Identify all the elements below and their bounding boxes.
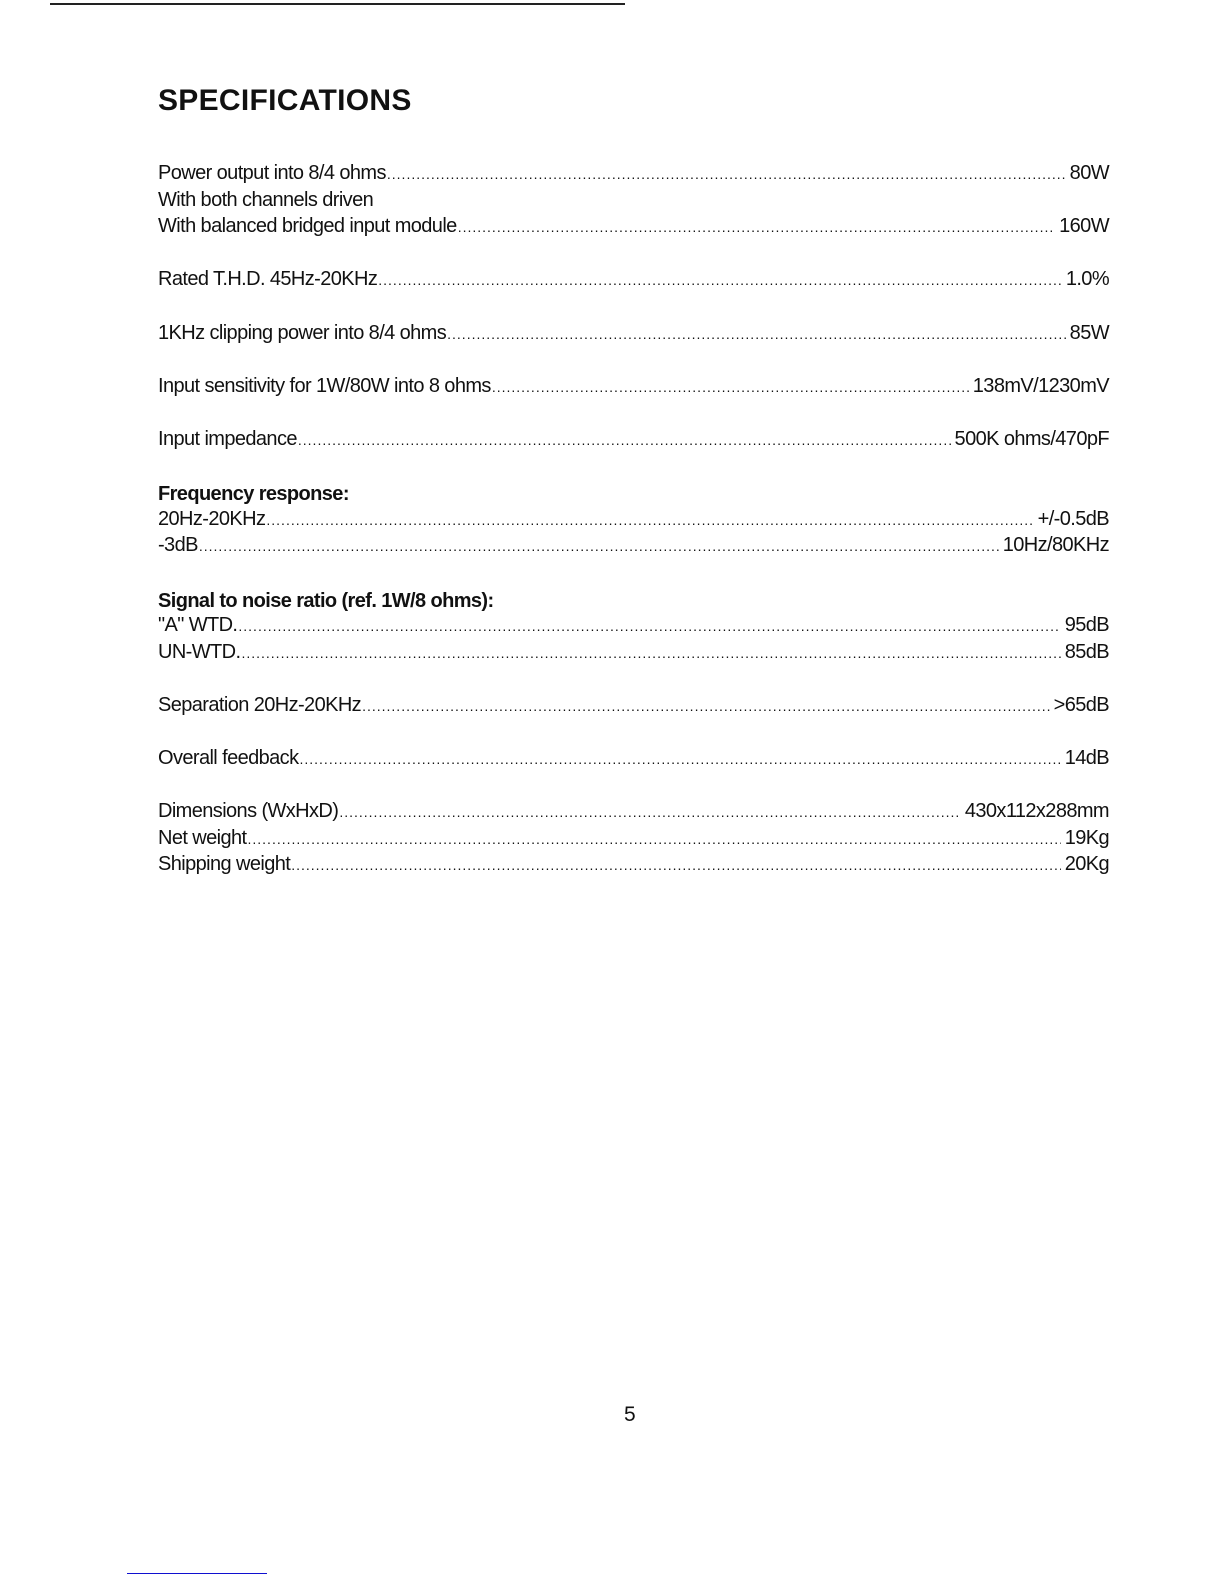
spec-value: 20Kg [1064, 853, 1109, 876]
dot-leader [387, 161, 1066, 188]
spec-label: Separation 20Hz-20KHz [158, 693, 362, 716]
specifications-list [158, 160, 1109, 905]
spec-label: Dimensions (WxHxD) [158, 800, 339, 823]
spec-row [158, 506, 1109, 533]
spec-row [158, 798, 1109, 825]
dot-leader [447, 321, 1066, 348]
page-number: 5 [624, 1403, 636, 1426]
spec-group-heading: Signal to noise ratio (ref. 1W/8 ohms): [158, 589, 494, 612]
spec-value: >65dB [1053, 693, 1109, 716]
spec-label: Net weight [158, 826, 247, 849]
spec-row [158, 320, 1109, 347]
spec-group [158, 320, 1109, 347]
spec-label: 1KHz clipping power into 8/4 ohms [158, 321, 447, 344]
dot-leader [339, 799, 961, 826]
spec-value: +/-0.5dB [1037, 507, 1109, 530]
spec-group [158, 798, 1109, 878]
top-rule [50, 3, 625, 5]
spec-group [158, 160, 1109, 240]
spec-group [158, 692, 1109, 719]
spec-row [158, 612, 1109, 639]
dot-leader [458, 214, 1055, 241]
spec-label: Power output into 8/4 ohms [158, 162, 386, 184]
spec-group [158, 266, 1109, 293]
spec-value: 138mV/1230mV [972, 374, 1109, 397]
spec-value: 430x112x288mm [964, 800, 1109, 823]
spec-group-heading: Frequency response: [158, 483, 349, 506]
spec-label: 20Hz-20KHz [158, 507, 266, 530]
spec-row [158, 160, 1109, 187]
spec-label: Input impedance [158, 427, 297, 450]
dot-leader [299, 746, 1060, 773]
spec-row [158, 745, 1109, 772]
page-title: SPECIFICATIONS [158, 84, 412, 117]
spec-value: 500K ohms/470pF [954, 427, 1109, 450]
spec-row [158, 426, 1109, 453]
dot-leader [362, 693, 1050, 720]
dot-leader [199, 533, 999, 560]
dot-leader [492, 374, 969, 401]
spec-value: 80W [1069, 162, 1109, 184]
spec-row [158, 639, 1109, 666]
spec-row [158, 825, 1109, 852]
spec-group [158, 586, 1109, 666]
spec-label: Rated T.H.D. 45Hz-20KHz [158, 268, 378, 291]
dot-leader [241, 640, 1060, 667]
spec-label: "A" WTD. [158, 614, 238, 637]
spec-label: With both channels driven [158, 188, 374, 211]
spec-group [158, 373, 1109, 400]
spec-row [158, 692, 1109, 719]
dot-leader [291, 852, 1060, 879]
spec-value: 14dB [1064, 747, 1109, 770]
spec-label: -3dB [158, 534, 198, 557]
spec-row [158, 213, 1109, 240]
spec-value: 95dB [1064, 614, 1109, 637]
spec-row [158, 266, 1109, 293]
dot-leader [238, 613, 1060, 640]
dot-leader [266, 507, 1033, 534]
spec-row [158, 373, 1109, 400]
dot-leader [378, 267, 1062, 294]
spec-label: Shipping weight [158, 853, 291, 876]
spec-value: 19Kg [1064, 826, 1109, 849]
spec-value: 1.0% [1065, 268, 1109, 291]
spec-label: Input sensitivity for 1W/80W into 8 ohms [158, 374, 491, 397]
dot-leader [298, 427, 951, 454]
dot-leader [248, 826, 1061, 853]
spec-label: With balanced bridged input module [158, 215, 457, 238]
spec-value: 85dB [1064, 640, 1109, 663]
spec-group [158, 745, 1109, 772]
spec-row [158, 187, 1109, 214]
spec-row [158, 532, 1109, 559]
spec-value: 160W [1059, 215, 1109, 238]
spec-value: 10Hz/80KHz [1002, 534, 1109, 557]
spec-value: 85W [1069, 321, 1109, 344]
spec-label: UN-WTD. [158, 640, 241, 663]
spec-row [158, 851, 1109, 878]
bottom-rule [127, 1573, 267, 1574]
spec-label: Overall feedback [158, 747, 299, 770]
spec-group [158, 479, 1109, 559]
spec-group [158, 426, 1109, 453]
